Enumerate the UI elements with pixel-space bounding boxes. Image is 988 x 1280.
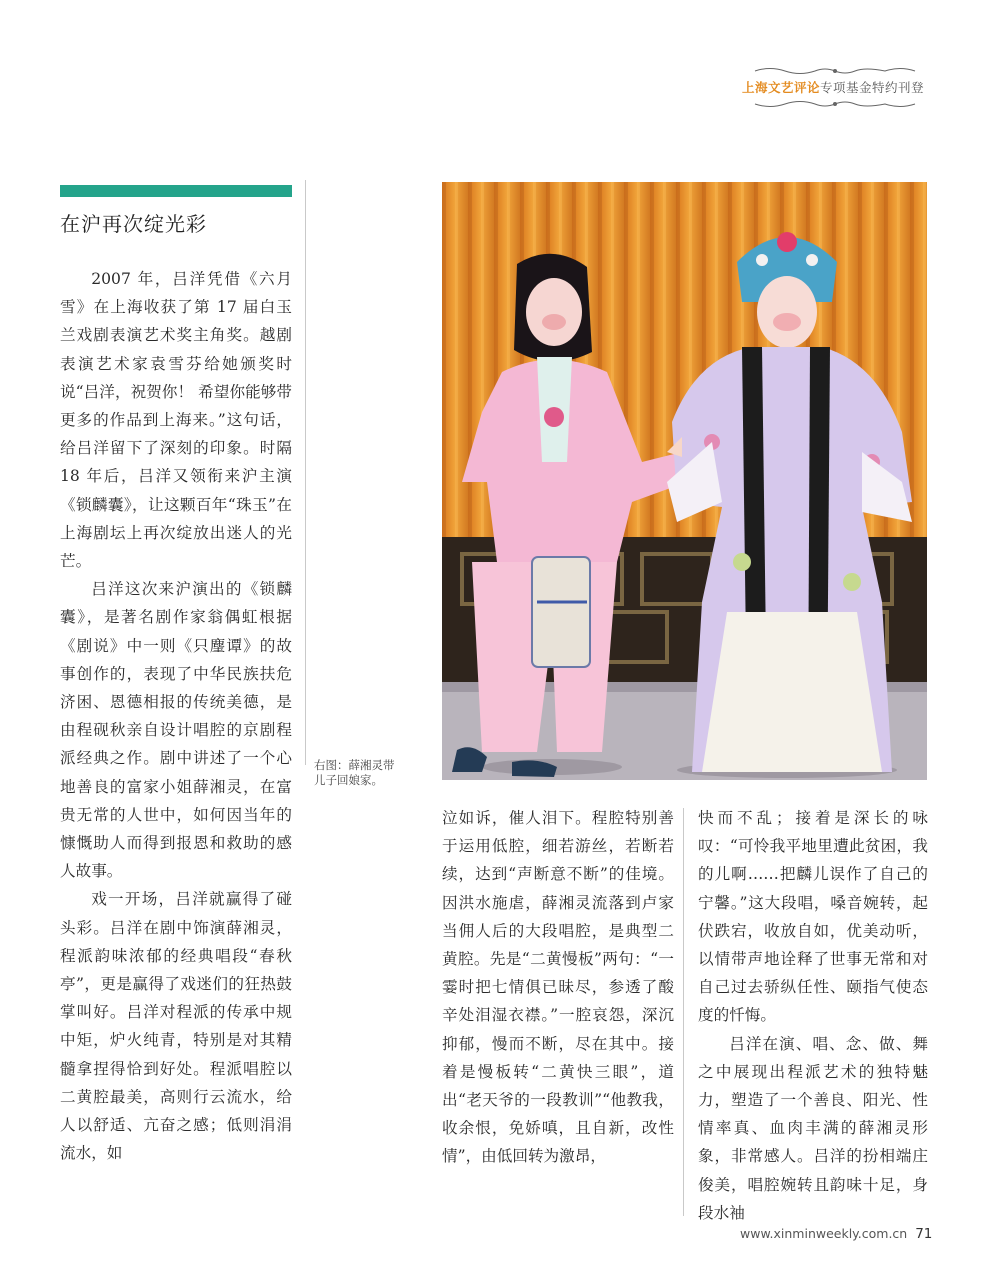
website-url: www.xinminweekly.com.cn	[740, 1226, 908, 1241]
ornament-top	[750, 66, 920, 76]
section-heading: 在沪再次绽光彩	[60, 212, 207, 236]
paragraph: 戏一开场，吕洋就赢得了碰头彩。吕洋在剧中饰演薛湘灵，程派韵味浓郁的经典唱段“春秋亭”，更是赢得了戏迷们的狂热鼓掌叫好。吕洋对程派的传承中规中矩，炉火纯青，特别是对其精髓拿捏得恰到好处。程派唱腔以二黄腔最美，高则行云流水，给人以舒适、亢奋之感；低则涓涓流水，如	[60, 890, 292, 1163]
column-divider	[305, 180, 306, 765]
text-column-3	[698, 804, 928, 1227]
paragraph: 2007 年，吕洋凭借《六月雪》在上海收获了第 17 届白玉兰戏剧表演艺术奖主角奖。越剧表演艺术家袁雪芬给她颁奖时说“吕洋，祝贺你！ 希望你能够带更多的作品到上海来。”这句话，给吕洋留下了深刻的印象。时隔 18 年后，吕洋又领衔来沪主演《锁麟囊》，让这颗百年“珠玉”在上海剧坛上再次绽放出迷人的光芒。	[60, 270, 292, 571]
magazine-header	[728, 66, 938, 110]
text-column-2	[442, 804, 674, 1171]
column-divider-lower	[683, 808, 684, 1216]
text-column-1	[60, 265, 292, 1168]
caption-line-2: 儿子回娘家。	[314, 773, 383, 787]
paragraph: 吕洋在演、唱、念、做、舞之中展现出程派艺术的独特魅力，塑造了一个善良、阳光、性情率真、血肉丰满的薛湘灵形象，非常感人。吕洋的扮相端庄俊美，唱腔婉转且韵味十足，身段水袖	[698, 1034, 928, 1222]
paragraph: 泣如诉，催人泪下。程腔特别善于运用低腔，细若游丝，若断若续，达到“声断意不断”的佳境。因洪水施虐，薛湘灵流落到卢家当佣人后的大段唱腔，是典型二黄腔。先是“二黄慢板”两句：“一霎时把七情俱已昧尽，参透了酸辛处泪湿衣襟。”一腔哀怨，深沉抑郁，慢而不断，尽在其中。接着是慢板转“二黄快三眼”，道出“老天爷的一段教训”“他教我，收余恨，免娇嗔，且自新，改性情”，由低回转为激昂，	[442, 809, 674, 1166]
brand-name: 上海文艺评论	[742, 80, 821, 95]
brand-subtitle: 专项基金特约刊登	[820, 80, 925, 95]
photo-caption	[314, 758, 434, 788]
paragraph: 吕洋这次来沪演出的《锁麟囊》，是著名剧作家翁偶虹根据《剧说》中一则《只麈谭》的故事创作的，表现了中华民族扶危济困、恩德相报的传统美德，是由程砚秋亲自设计唱腔的京剧程派经典之作。剧中讲述了一个心地善良的富家小姐薛湘灵，在富贵无常的人世中，如何因当年的慷慨助人而得到报恩和救助的感人故事。	[60, 580, 292, 881]
section-accent-bar	[60, 185, 292, 197]
page-number: 71	[915, 1226, 933, 1242]
caption-line-1: 右图：薛湘灵带	[314, 758, 395, 772]
paragraph: 快而不乱；接着是深长的咏叹：“可怜我平地里遭此贫困，我的儿啊……把麟儿误作了自己的宁馨。”这大段唱，嗓音婉转，起伏跌宕，收放自如，优美动听，以情带声地诠释了世事无常和对自己过去骄纵任性、颐指气使态度的忏悔。	[698, 809, 928, 1025]
ornament-bottom	[750, 99, 920, 109]
page-footer	[740, 1226, 932, 1242]
stage-photo	[442, 182, 927, 780]
